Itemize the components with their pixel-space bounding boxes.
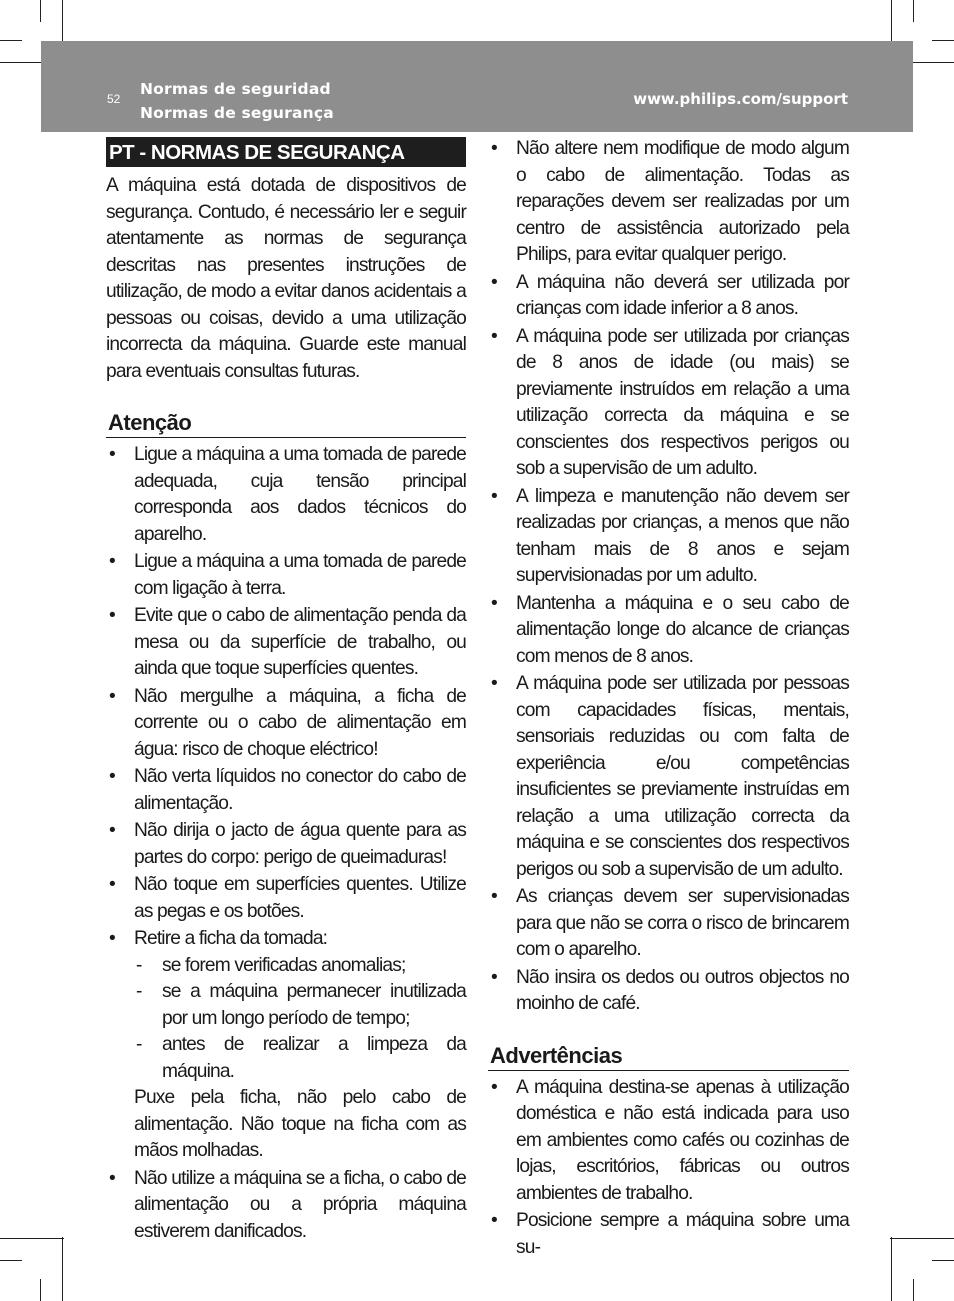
sub-list-item: - antes de realizar a limpeza da máquina.	[136, 1034, 466, 1082]
unplug-note: Puxe pela ficha, não pelo cabo de alimentação. Não toque na ficha com as mãos molhadas.	[134, 1087, 466, 1161]
bullet-icon: •	[491, 485, 497, 507]
list-item: • Ligue a máquina a uma tomada de parede com ligação à terra.	[109, 551, 466, 599]
list-item: • Evite que o cabo de alimentação penda da mesa ou da superfície de trabalho, ou ainda que toque superfícies quentes.	[109, 605, 466, 679]
crop-mark	[913, 1279, 914, 1301]
advertencias-list	[488, 1075, 849, 1262]
list-item: • A máquina não deverá ser utilizada por crianças com idade inferior a 8 anos.	[491, 271, 849, 319]
bullet-icon: •	[109, 1167, 115, 1189]
bullet-icon: •	[109, 874, 115, 895]
sub-list	[134, 953, 466, 1086]
crop-mark	[913, 0, 914, 22]
bullet-icon: •	[491, 325, 497, 347]
list-item: • Não dirija o jacto de água quente para as partes do corpo: perigo de queimaduras!	[109, 820, 466, 868]
list-item: • Não utilize a máquina se a ficha, o cabo de alimentação ou a própria máquina estiverem danificados.	[109, 1167, 466, 1242]
bullet-icon: •	[491, 966, 497, 988]
sub-list-item: - se a máquina permanecer inutilizada por um longo período de tempo;	[136, 981, 466, 1029]
intro-paragraph: A máquina está dotada de dispositivos de segurança. Contudo, é necessário ler e seguir atentamente as normas de segurança descritas nas presentes instruções de utilização, de modo a evitar danos acidentais a pessoas ou coisas, devido a uma utilização incorrecta da máquina. Guarde este manual para eventuais consultas futuras.	[106, 175, 466, 382]
heading-atencao: Atenção	[106, 407, 466, 438]
bullet-icon: •	[109, 820, 115, 841]
page-number: 52	[107, 92, 121, 106]
right-column	[488, 137, 849, 1262]
heading-advertencias: Advertências	[488, 1040, 849, 1071]
atencao-list-continued	[488, 136, 849, 1018]
crop-mark	[932, 1260, 954, 1261]
list-item: • Não insira os dedos ou outros objectos no moinho de café.	[491, 966, 849, 1014]
list-item: • Posicione sempre a máquina sobre uma su-	[491, 1210, 849, 1258]
list-item: • A máquina pode ser utilizada por pessoas com capacidades físicas, mentais, sensoriais reduzidas ou com falta de experiência e/ou competências insuficientes se previamente instruídas em relação a uma utilização correcta da máquina e se conscientes dos respectivos perigos ou sob a supervisão de um adulto.	[491, 673, 849, 880]
sub-list-item: - se forem verificadas anomalias;	[134, 953, 466, 980]
bullet-icon: •	[491, 886, 497, 907]
crop-mark	[891, 1237, 892, 1301]
bullet-icon: •	[109, 444, 115, 465]
bullet-icon: •	[109, 928, 115, 949]
list-item: • Não mergulhe a máquina, a ficha de corrente ou o cabo de alimentação em água: risco de choque eléctrico!	[109, 685, 466, 760]
bullet-icon: •	[491, 138, 497, 159]
header-title-es: Normas de seguridad	[140, 80, 331, 98]
bullet-icon: •	[109, 685, 115, 707]
list-item: • Ligue a máquina a uma tomada de parede adequada, cuja tensão principal corresponda aos dados técnicos do aparelho.	[109, 444, 466, 545]
list-item: • A máquina destina-se apenas à utilização doméstica e não está indicada para uso em ambientes como cafés ou cozinhas de lojas, escritórios, fábricas ou outros ambientes de trabalho.	[491, 1076, 849, 1204]
bullet-icon: •	[491, 271, 497, 293]
support-url[interactable]: www.philips.com/support	[633, 90, 848, 108]
list-item: • Não toque em superfícies quentes. Utilize as pegas e os botões.	[109, 874, 466, 922]
list-item: • A máquina pode ser utilizada por crianças de 8 anos de idade (ou mais) se previamente instruídos em relação a uma utilização correcta da máquina e se conscientes dos respectivos perigos ou sob a supervisão de um adulto.	[491, 325, 849, 479]
left-column	[106, 137, 466, 1246]
bullet-icon: •	[491, 1210, 497, 1231]
list-item: • As crianças devem ser supervisionadas para que não se corra o risco de brincarem com o aparelho.	[491, 886, 849, 960]
bullet-icon: •	[491, 673, 497, 694]
header-title-pt: Normas de segurança	[140, 104, 334, 122]
crop-mark	[890, 1238, 954, 1239]
crop-mark	[0, 1260, 22, 1261]
bullet-icon: •	[109, 605, 115, 626]
crop-mark	[62, 1237, 63, 1301]
crop-mark	[932, 40, 954, 41]
bullet-icon: •	[491, 592, 497, 614]
list-item: • A limpeza e manutenção não devem ser realizadas por crianças, a menos que não tenham mais de 8 anos e sejam supervisionadas por um adulto.	[491, 485, 849, 586]
page-header	[41, 41, 913, 132]
list-item: • Mantenha a máquina e o seu cabo de alimentação longe do alcance de crianças com menos de 8 anos.	[491, 592, 849, 667]
crop-mark	[40, 1279, 41, 1301]
bullet-icon: •	[109, 551, 115, 572]
bullet-icon: •	[109, 766, 115, 787]
list-item: • Não verta líquidos no conector do cabo de alimentação.	[109, 766, 466, 814]
dash-icon: -	[136, 981, 142, 1002]
section-title: PT - NORMAS DE SEGURANÇA	[106, 137, 466, 167]
dash-icon: -	[136, 954, 142, 976]
list-item: • Retire a ficha da tomada: - se forem verificadas anomalias; - se a máquina permanecer inutilizada por um longo período de tempo; - antes de realizar a limpeza da máquina. Puxe pela ficha, não pelo cabo de alimentação. Não toque na ficha com as mãos molhadas.	[106, 926, 466, 1165]
crop-mark	[40, 0, 41, 22]
crop-mark	[0, 1238, 64, 1239]
list-item: • Não altere nem modifique de modo algum o cabo de alimentação. Todas as reparações devem ser realizadas por um centro de assistência autorizado pela Philips, para evitar qualquer perigo.	[491, 138, 849, 265]
atencao-list	[106, 442, 466, 1245]
bullet-icon: •	[491, 1076, 497, 1098]
dash-icon: -	[136, 1034, 142, 1055]
crop-mark	[0, 40, 22, 41]
